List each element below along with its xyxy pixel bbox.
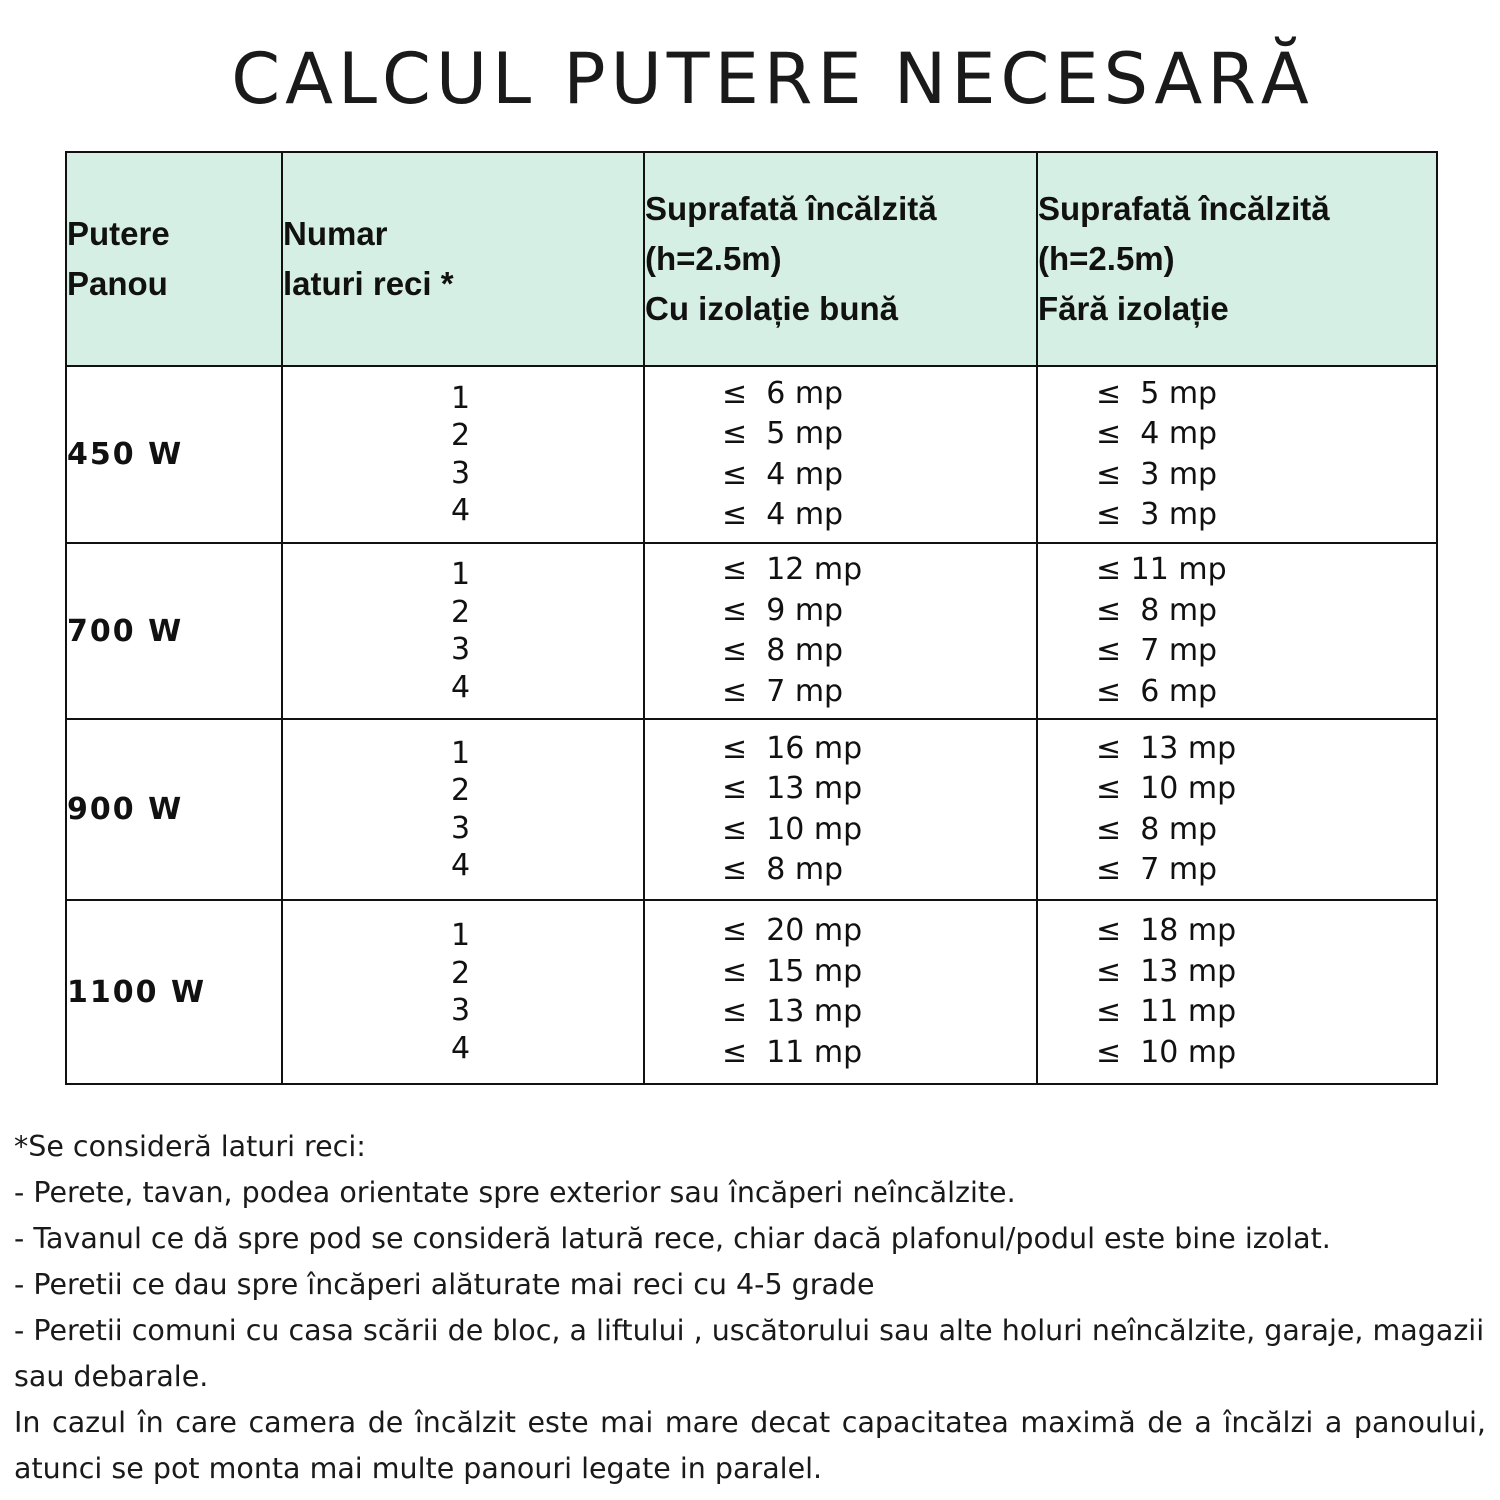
cu-izolatie-cell-line: ≤ 8 mp [722,633,844,668]
table-row [66,900,1437,1084]
power-value: 700 W [66,543,282,719]
cu-izolatie-cell-line: ≤ 16 mp [722,730,863,766]
laturi-reci-cell-line: 4 [451,848,471,883]
cu-izolatie-cell-line: ≤ 13 mp [722,771,863,806]
cu-izolatie-cell-line: ≤ 9 mp [722,592,844,628]
header-cu-izolatie: Suprafată încălzită (h=2.5m) Cu izolație bună [644,152,1037,366]
table-row [66,543,1437,719]
cu-izolatie-cell-line: ≤ 6 mp [722,375,844,411]
cu-izolatie-cell [644,543,1037,719]
cu-izolatie-cell [644,900,1037,1084]
fara-izolatie-cell [1037,719,1437,900]
note-item: - Tavanul ce dă spre pod se consideră latură rece, chiar dacă plafonul/podul este bine izolat. [14,1222,1331,1255]
table-row [66,366,1437,543]
notes-section [14,1124,1486,1492]
laturi-reci-cell-line: 2 [451,418,471,453]
laturi-reci-cell [282,366,644,543]
laturi-reci-cell-line: 3 [451,632,471,667]
header-putere-panou: Putere Panou [66,152,282,366]
power-value: 1100 W [66,900,282,1084]
laturi-reci-cell-line: 2 [451,955,471,991]
cu-izolatie-cell-line: ≤ 7 mp [722,673,844,709]
laturi-reci-cell-line: 4 [451,493,471,528]
cu-izolatie-cell-line: ≤ 20 mp [722,913,863,948]
cu-izolatie-cell [644,366,1037,543]
cu-izolatie-cell-line: ≤ 11 mp [722,1034,863,1070]
fara-izolatie-cell-line: ≤ 3 mp [1096,456,1218,492]
fara-izolatie-cell-line: ≤ 8 mp [1096,811,1218,847]
table-header-row [66,152,1437,366]
laturi-reci-cell-line: 3 [451,993,471,1028]
power-value: 450 W [66,366,282,543]
cu-izolatie-cell-line: ≤ 13 mp [722,994,863,1029]
cu-izolatie-cell-line: ≤ 15 mp [722,953,863,989]
note-item: - Perete, tavan, podea orientate spre exterior sau încăperi neîncălzite. [14,1176,1016,1209]
note-item: - Peretii comuni cu casa scării de bloc, a liftului , uscătorului sau alte holuri neîncălzite, garaje, magazii sau debarale. [14,1314,1485,1393]
note-item: - Peretii ce dau spre încăperi alăturate mai reci cu 4-5 grade [14,1268,875,1301]
fara-izolatie-cell-line: ≤ 10 mp [1096,1034,1237,1070]
cu-izolatie-cell-line: ≤ 8 mp [722,852,844,887]
fara-izolatie-cell-line: ≤ 13 mp [1096,730,1237,766]
header-fara-izolatie: Suprafată încălzită (h=2.5m) Fără izolație [1037,152,1437,366]
cu-izolatie-cell-line: ≤ 5 mp [722,416,844,451]
fara-izolatie-cell-line: ≤ 7 mp [1096,852,1218,887]
fara-izolatie-cell-line: ≤ 5 mp [1096,375,1218,411]
laturi-reci-cell-line: 1 [451,557,471,592]
page-title: CALCUL PUTERE NECESARĂ [231,38,1314,120]
laturi-reci-cell [282,900,644,1084]
fara-izolatie-cell [1037,543,1437,719]
power-value: 900 W [66,719,282,900]
cu-izolatie-cell-line: ≤ 4 mp [722,456,844,492]
notes-footer: In cazul în care camera de încălzit este mai mare decat capacitatea maximă de a încălzi a panoului, atunci se pot monta mai multe panouri legate in paralel. [14,1406,1486,1485]
laturi-reci-cell [282,719,644,900]
laturi-reci-cell-line: 1 [451,380,471,416]
laturi-reci-cell-line: 2 [451,594,471,630]
notes-heading: *Se consideră laturi reci: [14,1130,366,1163]
fara-izolatie-cell [1037,900,1437,1084]
power-table [65,151,1438,1085]
laturi-reci-cell [282,543,644,719]
fara-izolatie-cell-line: ≤ 13 mp [1096,953,1237,989]
header-numar-laturi: Numar laturi reci * [282,152,644,366]
laturi-reci-cell-line: 1 [451,735,471,771]
fara-izolatie-cell-line: ≤ 10 mp [1096,771,1237,806]
laturi-reci-cell-line: 4 [451,669,471,705]
cu-izolatie-cell-line: ≤ 4 mp [722,497,844,532]
fara-izolatie-cell-line: ≤ 11 mp [1096,994,1237,1029]
table-row [66,719,1437,900]
fara-izolatie-cell [1037,366,1437,543]
fara-izolatie-cell-line: ≤ 4 mp [1096,416,1218,451]
laturi-reci-cell-line: 1 [451,918,471,953]
fara-izolatie-cell-line: ≤ 11 mp [1096,552,1227,587]
table-body [66,366,1437,1084]
cu-izolatie-cell-line: ≤ 12 mp [722,552,863,587]
cu-izolatie-cell [644,719,1037,900]
fara-izolatie-cell-line: ≤ 6 mp [1096,673,1218,709]
fara-izolatie-cell-line: ≤ 3 mp [1096,497,1218,532]
cu-izolatie-cell-line: ≤ 10 mp [722,811,863,847]
fara-izolatie-cell-line: ≤ 7 mp [1096,633,1218,668]
laturi-reci-cell-line: 3 [451,455,471,491]
laturi-reci-cell-line: 2 [451,773,471,808]
fara-izolatie-cell-line: ≤ 8 mp [1096,592,1218,628]
laturi-reci-cell-line: 3 [451,810,471,846]
laturi-reci-cell-line: 4 [451,1030,471,1066]
fara-izolatie-cell-line: ≤ 18 mp [1096,913,1237,948]
